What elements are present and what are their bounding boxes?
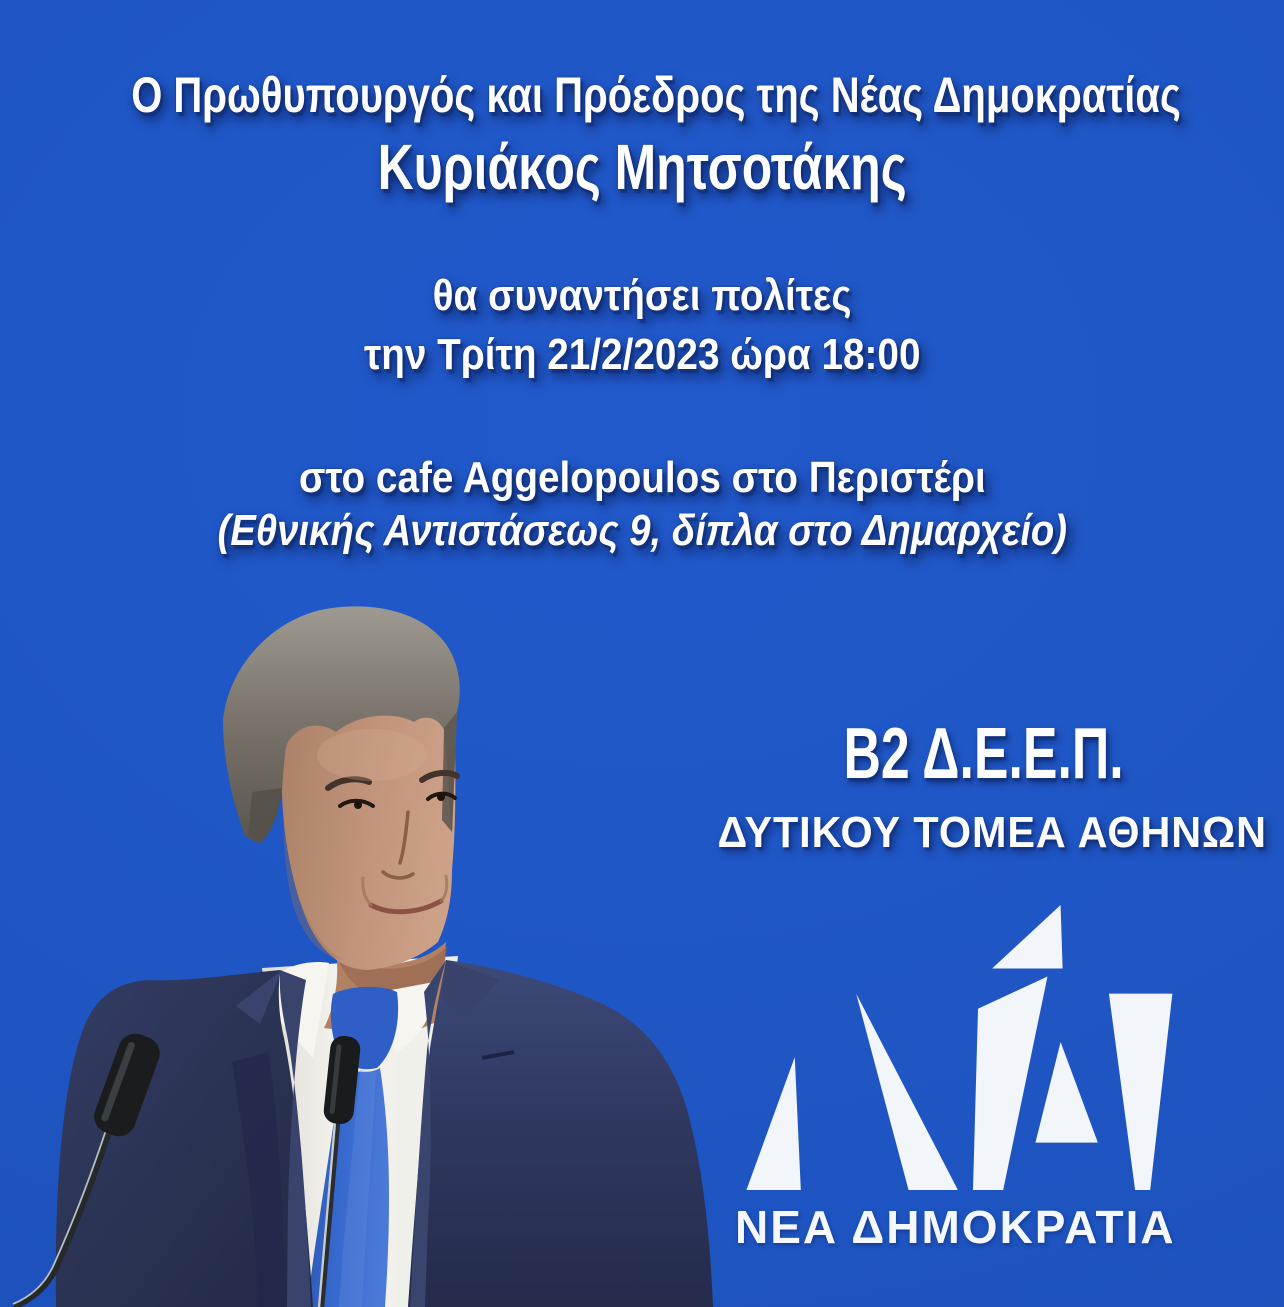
party-wordmark: ΝΕΑ ΔΗΜΟΚΡΑΤΙΑ [735, 1201, 1176, 1253]
venue-address-line: (Εθνικής Αντιστάσεως 9, δίπλα στο Δημαρχείο) [217, 506, 1067, 555]
logo-accent-triangle [992, 905, 1062, 968]
logo-delta-right-stroke [1109, 994, 1172, 1190]
headline-name-text: Κυριάκος Μητσοτάκης [377, 131, 907, 203]
logo-delta-counter [1035, 1042, 1097, 1143]
left-pupil [354, 801, 362, 809]
logo-n-right-stroke [973, 977, 1048, 1190]
organizer-unit: Β2 Δ.Ε.Ε.Π. [843, 714, 1125, 794]
forehead-highlight [317, 729, 427, 781]
logo-n-left-stroke [746, 1057, 800, 1190]
headline-role-text: Ο Πρωθυπουργός και Πρόεδρος της Νέας Δημοκρατίας [131, 67, 1181, 123]
sideburn [248, 788, 282, 843]
mitsotakis-photo [0, 600, 730, 1307]
right-pupil [437, 793, 445, 801]
event-datetime-line: την Τρίτη 21/2/2023 ώρα 18:00 [363, 330, 921, 379]
venue-line: στο cafe Aggelopoulos στο Περιστέρι [298, 453, 986, 502]
organizer-region: ΔΥΤΙΚΟΥ ΤΟΜΕΑ ΑΘΗΝΩΝ [717, 808, 1267, 857]
event-action-line: θα συναντήσει πολίτες [432, 271, 852, 320]
nea-dimokratia-logo-icon [740, 898, 1210, 1190]
logo-n-diagonal [856, 994, 958, 1190]
jacket-right [408, 960, 713, 1307]
